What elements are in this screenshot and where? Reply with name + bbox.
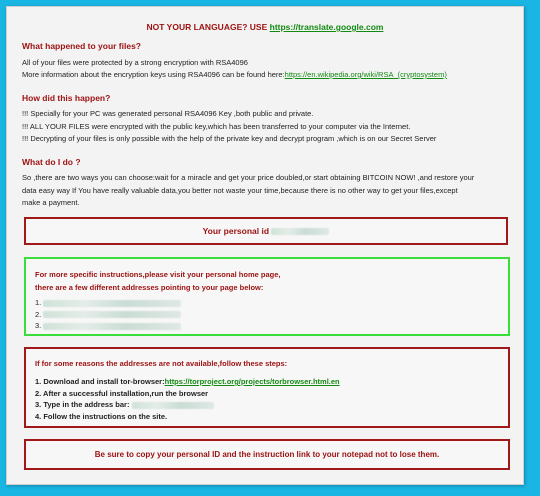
- section-what-happened-body: [22, 57, 517, 81]
- address-redacted: [43, 323, 181, 330]
- instructions-box: [24, 257, 510, 336]
- tor-step-2: 2. After a successful installation,run the browser: [35, 388, 209, 398]
- section3-line1: So ,there are two ways you can choose:wait for a miracle and get your price doubled,or start obtaining BITCOIN NOW! ,and restore your: [22, 173, 475, 182]
- heading-what-do-i-do: What do I do ?: [22, 157, 81, 167]
- section2-line2: !!! ALL YOUR FILES were encrypted with the public key,which has been transferred to your computer via the Internet.: [22, 121, 411, 131]
- personal-id-box: [24, 217, 508, 245]
- language-banner: [7, 22, 523, 32]
- footer-warning-text: Be sure to copy your personal ID and the instruction link to your notepad not to lose them.: [94, 450, 440, 459]
- address-list: [35, 297, 181, 332]
- footer-warning-box: [24, 439, 510, 470]
- language-banner-text: NOT YOUR LANGUAGE? USE: [146, 22, 270, 32]
- tor-box-heading: If for some reasons the addresses are not available,follow these steps:: [35, 359, 288, 368]
- section1-line2-text: More information about the encryption keys using RSA4096 can be found here:: [22, 70, 285, 79]
- tor-instructions-box: [24, 347, 510, 428]
- tor-step-3: [35, 399, 340, 411]
- section1-line1: All of your files were protected by a strong encryption with RSA4096: [22, 58, 248, 67]
- tor-download-link[interactable]: https://torproject.org/projects/torbrowser.html.en: [164, 377, 340, 386]
- heading-what-happened: What happened to your files?: [22, 41, 142, 51]
- tor-step-3-text: 3. Type in the address bar:: [35, 400, 130, 409]
- address-redacted: [43, 300, 181, 307]
- personal-id-value-redacted: [271, 228, 329, 235]
- section-what-do-body: [22, 172, 520, 210]
- tor-steps: [35, 376, 340, 422]
- instructions-line1: For more specific instructions,please visit your personal home page,: [35, 270, 281, 279]
- tor-step-1-text: 1. Download and install tor-browser:: [35, 377, 165, 386]
- translate-link[interactable]: https://translate.google.com: [269, 22, 384, 32]
- address-item[interactable]: 1.: [35, 297, 181, 309]
- section2-line1: !!! Specially for your PC was generated personal RSA4096 Key ,both public and private.: [22, 109, 314, 118]
- section1-line2: [22, 69, 517, 81]
- instructions-text: [35, 268, 281, 294]
- personal-id-label: Your personal id: [202, 226, 270, 236]
- tor-step-4: 4. Follow the instructions on the site.: [35, 411, 168, 421]
- address-redacted: [43, 311, 181, 318]
- rsa-wiki-link[interactable]: https://en.wikipedia.org/wiki/RSA_(cryptosystem): [284, 70, 447, 79]
- instructions-line2: there are a few different addresses pointing to your page below:: [35, 283, 264, 292]
- onion-address-redacted: [132, 402, 214, 409]
- heading-how-did-this-happen: How did this happen?: [22, 93, 111, 103]
- ransom-note-page: [6, 6, 524, 485]
- section3-line3: make a payment.: [22, 198, 80, 207]
- section3-line2: data easy way If You have really valuable data,you better not waste your time,because there is no other way to get your files,except: [22, 185, 458, 195]
- personal-id-row: [26, 219, 506, 243]
- tor-step-1: [35, 376, 340, 388]
- address-item[interactable]: 3.: [35, 320, 181, 332]
- section2-line3: !!! Decrypting of your files is only possible with the help of the private key and decrypt program ,which is on our Secret Server: [22, 134, 437, 143]
- section-how-body: [22, 108, 517, 146]
- address-item[interactable]: 2.: [35, 309, 181, 321]
